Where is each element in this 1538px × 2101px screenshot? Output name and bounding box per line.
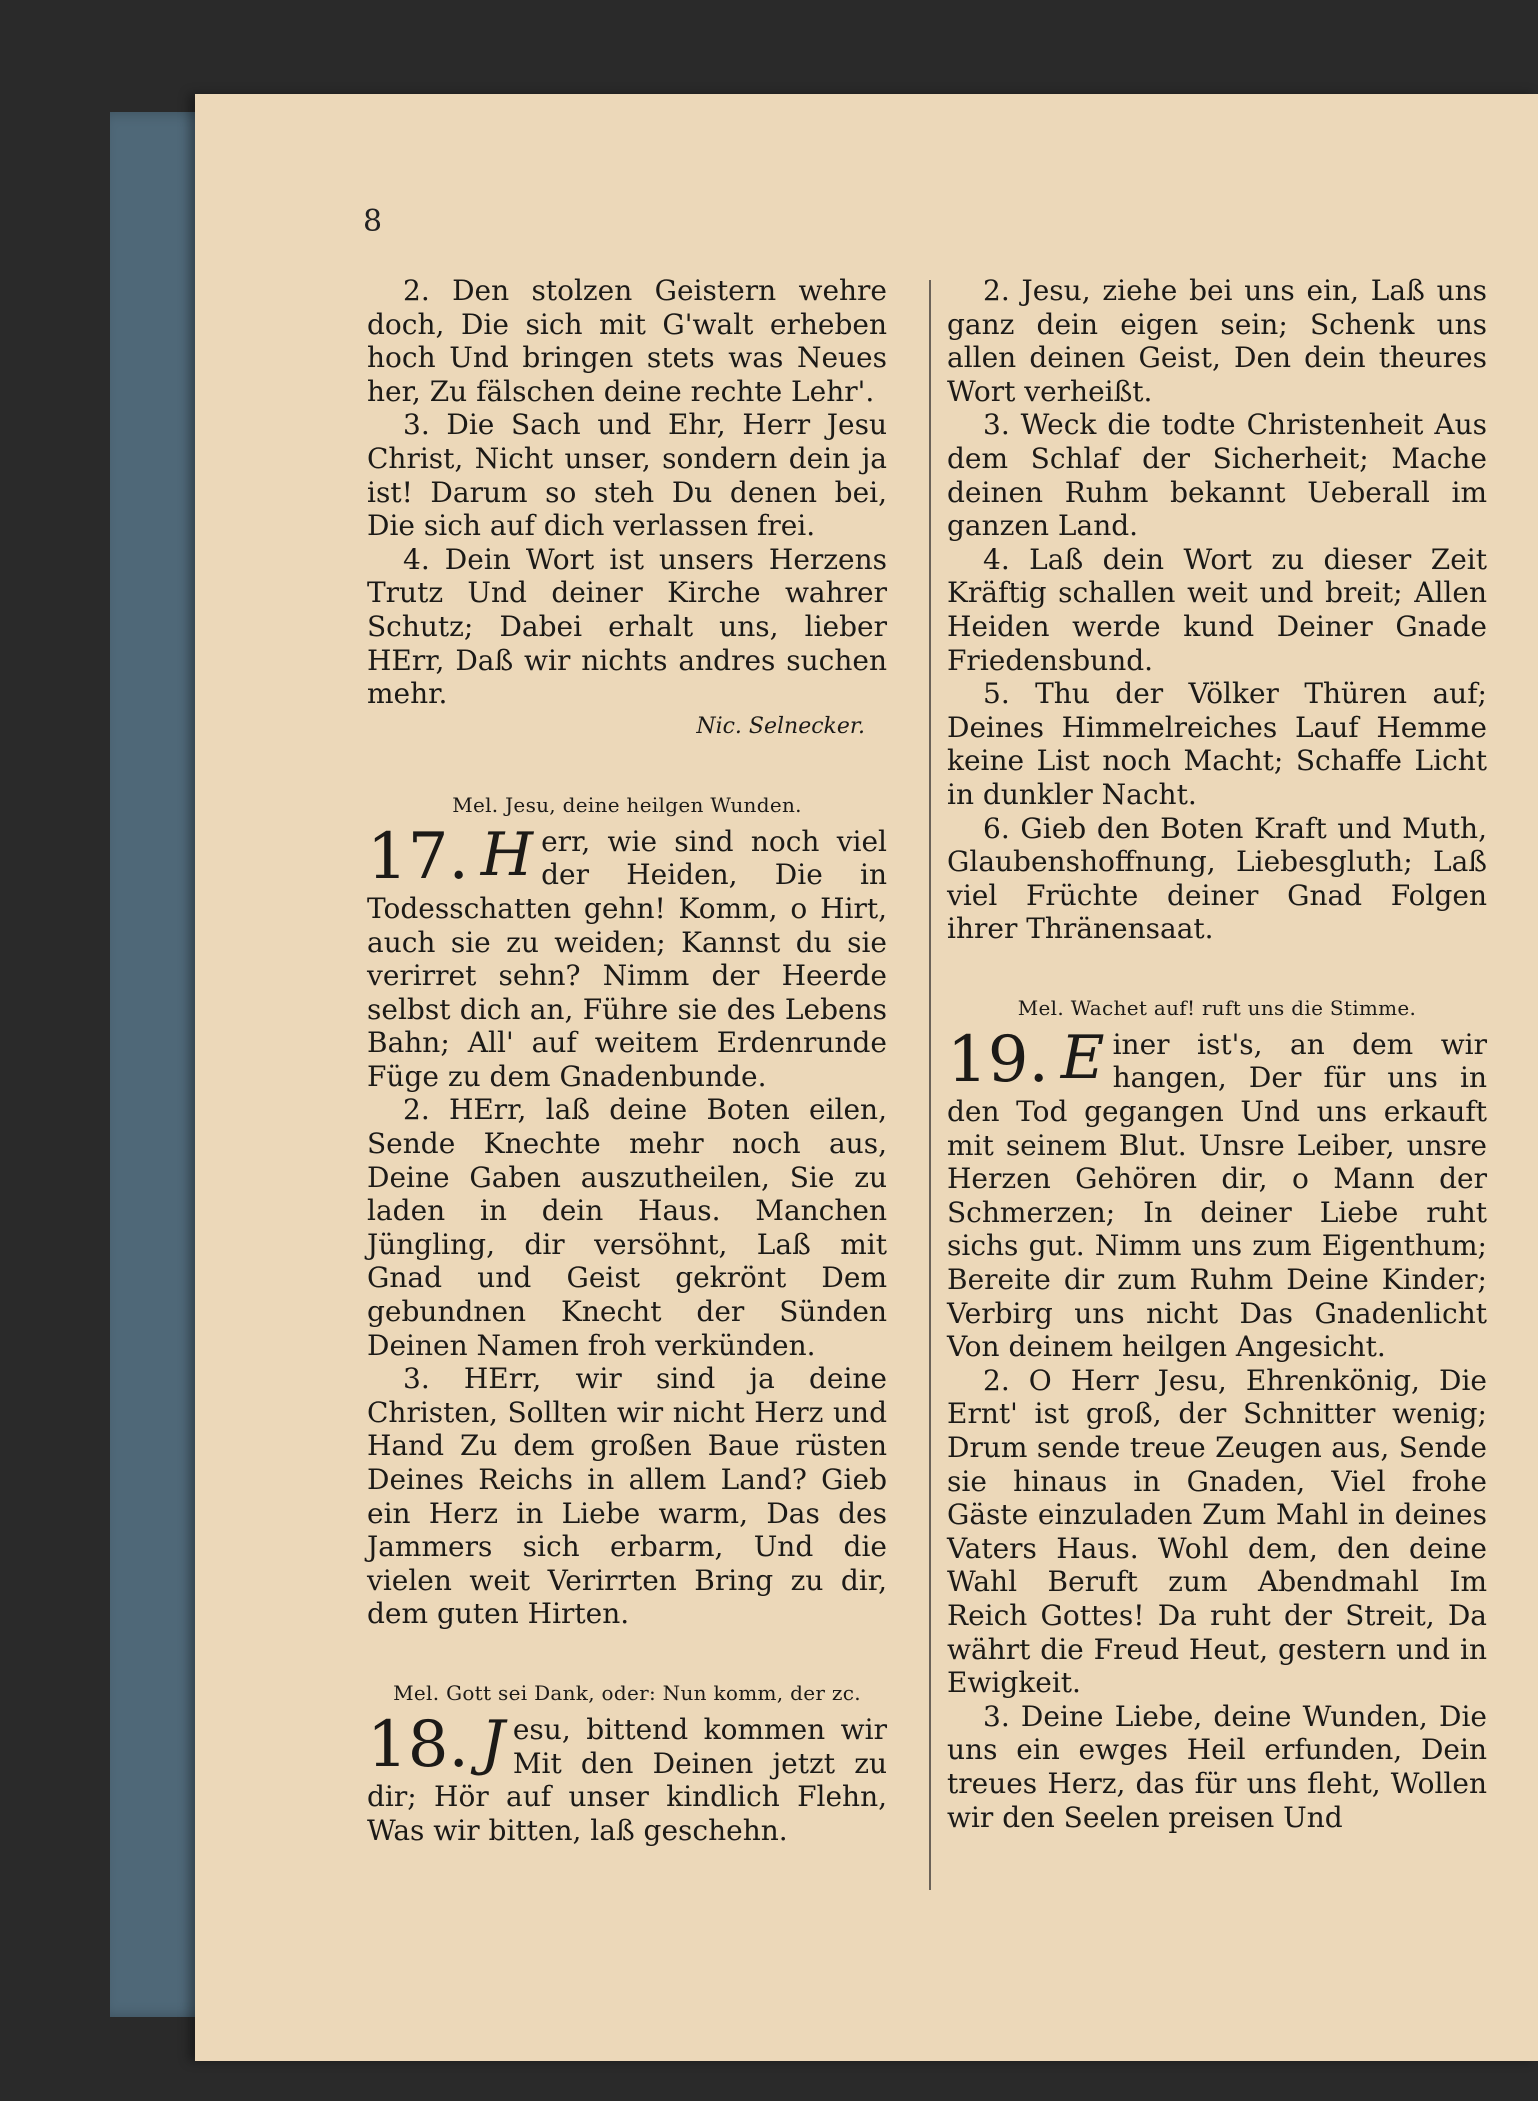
hymn17-stanza-1: err, wie sind noch viel der Heiden, Die in Todesschatten gehn! Komm, o Hirt, auch sie zu weiden; Kannst du sie verirret sehn? Nimm der Heerde selbst dich an, Führe sie des Lebens Bahn; All' auf weitem Erdenrunde Füge zu dem Gnadenbunde.: [367, 824, 887, 1093]
hymn18-stanza-3: 3. Weck die todte Christenheit Aus dem Schlaf der Sicherheit; Mache deinen Ruhm bekannt Ueberall im ganzen Land.: [947, 408, 1487, 543]
hymn17-melody: Mel. Jesu, deine heilgen Wunden.: [452, 792, 802, 817]
hymn18: [367, 1707, 887, 1847]
hymn19-melody: Mel. Wachet auf! ruft uns die Stimme.: [1017, 995, 1417, 1020]
hymn19-stanza-1: iner ist's, an dem wir hangen, Der für uns in den Tod gegangen Und uns erkauft mit seinem Blut. Unsre Leiber, unsre Herzen Gehören dir, o Mann der Schmerzen; In deiner Liebe ruht sichs gut. Nimm uns zum Eigenthum; Bereite dir zum Ruhm Deine Kinder; Verbirg uns nicht Das Gnadenlicht Von deinem heilgen Angesicht.: [947, 1027, 1487, 1364]
hymn17-number: 17.: [367, 819, 469, 894]
right-column: [947, 274, 1487, 1834]
hymn18-stanza-2: 2. Jesu, ziehe bei uns ein, Laß uns ganz dein eigen sein; Schenk uns allen deinen Geist, Den dein theures Wort verheißt.: [947, 274, 1487, 408]
hymn18-stanza-6: 6. Gieb den Boten Kraft und Muth, Glaubenshoffnung, Liebesgluth; Laß viel Früchte deiner Gnad Folgen ihrer Thränensaat.: [947, 811, 1487, 946]
hymn16-author: Nic. Selnecker.: [696, 713, 865, 739]
hymn18-melody: Mel. Gott sei Dank, oder: Nun komm, der zc.: [393, 1680, 861, 1705]
book-page: [195, 94, 1538, 2061]
hymn19-number: 19.: [947, 1022, 1049, 1097]
hymn16-stanza-2: 2. Den stolzen Geistern wehre doch, Die sich mit G'walt erheben hoch Und bringen stets was Neues her, Zu fälschen deine rechte Lehr'.: [367, 274, 887, 408]
hymn19-drop-cap: E: [1060, 1022, 1105, 1093]
hymn18-stanza-1: esu, bittend kommen wir Mit den Deinen jetzt zu dir; Hör auf unser kindlich Flehn, Was wir bitten, laß geschehn.: [367, 1712, 887, 1847]
hymn17-drop-cap: H: [480, 819, 534, 890]
hymn19-stanza-2: 2. O Herr Jesu, Ehrenkönig, Die Ernt' ist groß, der Schnitter wenig; Drum sende treue Zeugen aus, Sende sie hinaus in Gnaden, Viel frohe Gäste einzuladen Zum Mahl in deines Vaters Haus. Wohl dem, den deine Wahl Beruft zum Abendmahl Im Reich Gottes! Da ruht der Streit, Da währt die Freud Heut, gestern und in Ewigkeit.: [947, 1363, 1487, 1700]
hymn18-number: 18.: [367, 1707, 469, 1782]
left-column: [367, 274, 887, 1847]
hymn17-stanza-2: 2. HErr, laß deine Boten eilen, Sende Knechte mehr noch aus, Deine Gaben auszutheilen, Sie zu laden in dein Haus. Manchen Jüngling, dir versöhnt, Laß mit Gnad und Geist gekrönt Dem gebundnen Knecht der Sünden Deinen Namen froh verkünden.: [367, 1093, 887, 1362]
hymn17: [367, 819, 887, 1631]
hymn18-stanza-4: 4. Laß dein Wort zu dieser Zeit Kräftig schallen weit und breit; Allen Heiden werde kund Deiner Gnade Friedensbund.: [947, 542, 1487, 677]
column-divider: [929, 280, 931, 1890]
page-number: 8: [363, 204, 383, 239]
hymn18-stanza-5: 5. Thu der Völker Thüren auf; Deines Himmelreiches Lauf Hemme keine List noch Macht; Schaffe Licht in dunkler Nacht.: [947, 677, 1487, 811]
hymn18-drop-cap: J: [480, 1707, 505, 1778]
hymn17-stanza-3: 3. HErr, wir sind ja deine Christen, Sollten wir nicht Herz und Hand Zu dem großen Baue rüsten Deines Reichs in allem Land? Gieb ein Herz in Liebe warm, Das des Jammers sich erbarm, Und die vielen weit Verirrten Bring zu dir, dem guten Hirten.: [367, 1362, 887, 1631]
hymn16-stanza-3: 3. Die Sach und Ehr, Herr Jesu Christ, Nicht unser, sondern dein ja ist! Darum so steh Du denen bei, Die sich auf dich verlassen frei.: [367, 408, 887, 543]
hymn19: [947, 1022, 1487, 1834]
hymn19-stanza-3: 3. Deine Liebe, deine Wunden, Die uns ein ewges Heil erfunden, Dein treues Herz, das für uns fleht, Wollen wir den Seelen preisen Und: [947, 1699, 1487, 1834]
hymn16-stanza-4: 4. Dein Wort ist unsers Herzens Trutz Und deiner Kirche wahrer Schutz; Dabei erhalt uns, lieber HErr, Daß wir nichts andres suchen mehr.: [367, 542, 887, 711]
